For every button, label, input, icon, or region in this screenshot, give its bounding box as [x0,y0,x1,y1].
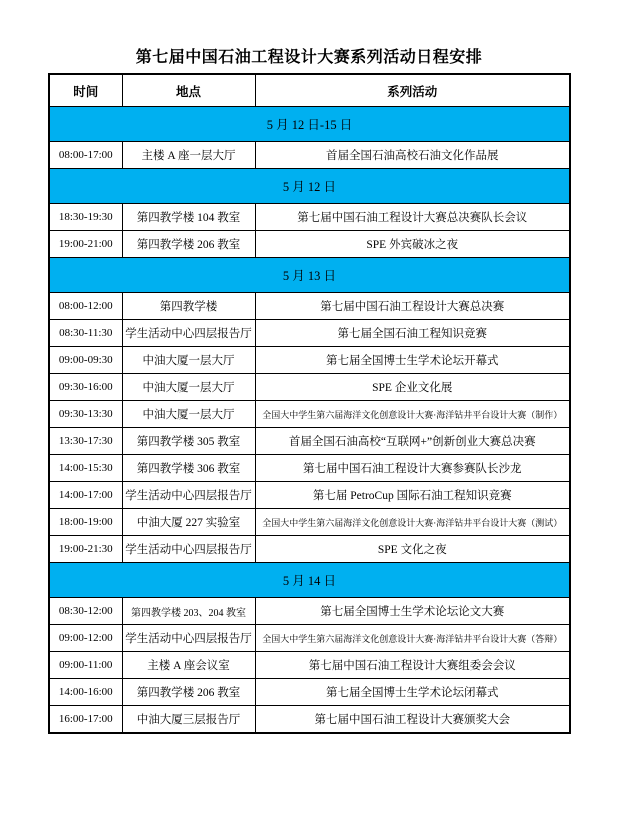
date-section-row [49,563,570,598]
schedule-table [48,73,571,734]
location-cell: 第四教学楼 306 教室 [122,455,255,482]
location-cell: 学生活动中心四层报告厅 [122,320,255,347]
table-row [49,142,570,169]
activity-cell: 第七届 PetroCup 国际石油工程知识竞赛 [255,482,570,509]
location-cell: 学生活动中心四层报告厅 [122,536,255,563]
time-cell: 08:00-17:00 [49,142,122,169]
time-cell: 18:30-19:30 [49,204,122,231]
table-body [49,107,570,734]
page-title: 第七届中国石油工程设计大赛系列活动日程安排 [135,49,483,66]
date-section-label: 5 月 12 日-15 日 [49,107,570,142]
time-cell: 09:30-16:00 [49,374,122,401]
table-row [49,625,570,652]
location-cell: 第四教学楼 206 教室 [122,231,255,258]
table-row [49,374,570,401]
activity-cell: 第七届全国博士生学术论坛开幕式 [255,347,570,374]
date-section-label: 5 月 14 日 [49,563,570,598]
time-cell: 08:30-12:00 [49,598,122,625]
location-cell: 第四教学楼 [122,293,255,320]
table-row [49,455,570,482]
location-cell: 中油大厦一层大厅 [122,374,255,401]
table-row [49,652,570,679]
location-cell: 学生活动中心四层报告厅 [122,482,255,509]
location-cell: 中油大厦一层大厅 [122,347,255,374]
time-cell: 09:00-12:00 [49,625,122,652]
activity-cell: 第七届全国博士生学术论坛闭幕式 [255,679,570,706]
table-row [49,347,570,374]
date-section-row [49,258,570,293]
activity-cell: 全国大中学生第六届海洋文化创意设计大赛·海洋钻井平台设计大赛（答辩） [255,625,570,652]
table-row [49,536,570,563]
location-cell: 主楼 A 座一层大厅 [122,142,255,169]
table-row [49,401,570,428]
activity-cell: 第七届全国博士生学术论坛论文大赛 [255,598,570,625]
table-row [49,320,570,347]
time-cell: 13:30-17:30 [49,428,122,455]
activity-cell: SPE 企业文化展 [255,374,570,401]
activity-cell: 首届全国石油高校石油文化作品展 [255,142,570,169]
table-row [49,204,570,231]
activity-cell: SPE 外宾破冰之夜 [255,231,570,258]
activity-cell: 全国大中学生第六届海洋文化创意设计大赛·海洋钻井平台设计大赛（测试） [255,509,570,536]
table-row [49,706,570,734]
activity-cell: 第七届全国石油工程知识竞赛 [255,320,570,347]
date-section-row [49,169,570,204]
table-row [49,482,570,509]
activity-cell: 全国大中学生第六届海洋文化创意设计大赛·海洋钻井平台设计大赛（制作） [255,401,570,428]
time-cell: 09:30-13:30 [49,401,122,428]
location-cell: 中油大厦三层报告厅 [122,706,255,734]
time-cell: 09:00-11:00 [49,652,122,679]
location-cell: 第四教学楼 203、204 教室 [122,598,255,625]
time-cell: 14:00-17:00 [49,482,122,509]
time-cell: 16:00-17:00 [49,706,122,734]
time-cell: 18:00-19:00 [49,509,122,536]
activity-cell: 第七届中国石油工程设计大赛总决赛队长会议 [255,204,570,231]
header-row [49,74,570,107]
activity-cell: SPE 文化之夜 [255,536,570,563]
time-cell: 09:00-09:30 [49,347,122,374]
activity-cell: 首届全国石油高校“互联网+”创新创业大赛总决赛 [255,428,570,455]
time-cell: 08:00-12:00 [49,293,122,320]
time-cell: 14:00-16:00 [49,679,122,706]
table-row [49,679,570,706]
table-row [49,428,570,455]
header-activity: 系列活动 [255,74,570,107]
time-cell: 19:00-21:30 [49,536,122,563]
location-cell: 第四教学楼 305 教室 [122,428,255,455]
table-row [49,598,570,625]
location-cell: 学生活动中心四层报告厅 [122,625,255,652]
header-time: 时间 [49,74,122,107]
activity-cell: 第七届中国石油工程设计大赛组委会会议 [255,652,570,679]
activity-cell: 第七届中国石油工程设计大赛参赛队长沙龙 [255,455,570,482]
date-section-label: 5 月 13 日 [49,258,570,293]
activity-cell: 第七届中国石油工程设计大赛颁奖大会 [255,706,570,734]
table-row [49,293,570,320]
time-cell: 14:00-15:30 [49,455,122,482]
date-section-row [49,107,570,142]
location-cell: 第四教学楼 206 教室 [122,679,255,706]
time-cell: 19:00-21:00 [49,231,122,258]
time-cell: 08:30-11:30 [49,320,122,347]
header-location: 地点 [122,74,255,107]
location-cell: 中油大厦一层大厅 [122,401,255,428]
date-section-label: 5 月 12 日 [49,169,570,204]
table-row [49,231,570,258]
location-cell: 第四教学楼 104 教室 [122,204,255,231]
location-cell: 主楼 A 座会议室 [122,652,255,679]
table-row [49,509,570,536]
location-cell: 中油大厦 227 实验室 [122,509,255,536]
activity-cell: 第七届中国石油工程设计大赛总决赛 [255,293,570,320]
